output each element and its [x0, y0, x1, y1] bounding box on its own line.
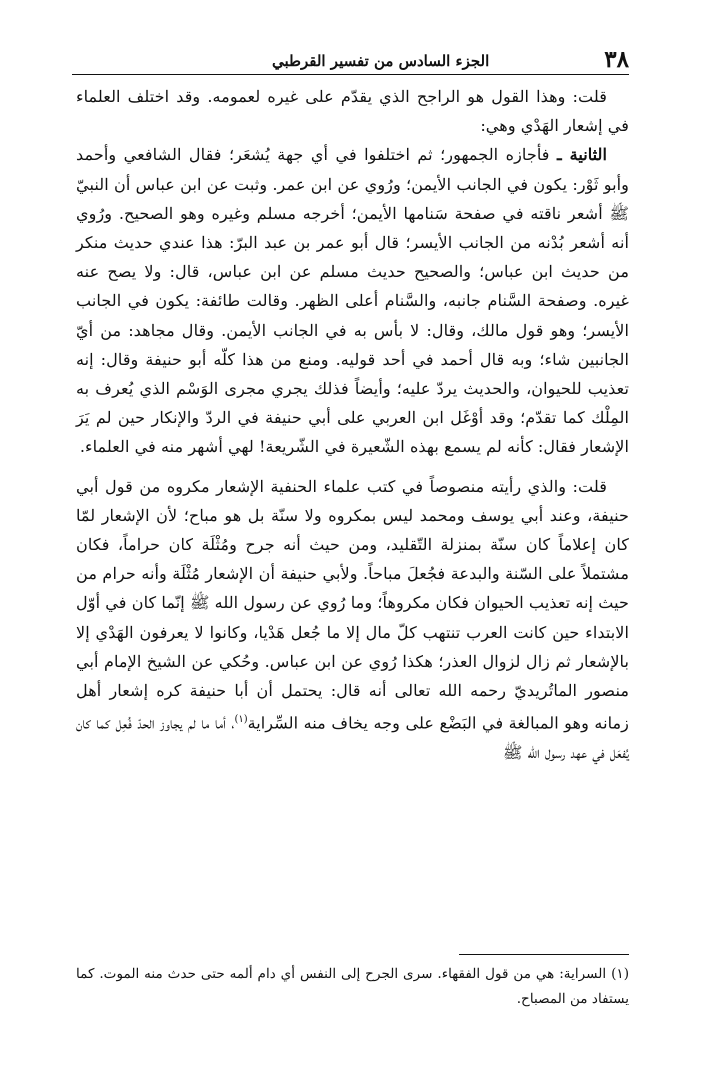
footnote: (١) السراية: هي من قول الفقهاء. سرى الجرح إلى النفس أي دام ألمه حتى حدث منه الموت. كما يستفاد من المصباح.: [76, 966, 629, 1007]
paragraph-2-text: فأجازه الجمهور؛ ثم اختلفوا في أي جهة يُشعَر؛ فقال الشافعي وأحمد وأبو ثَوْر: يكون في الجانب الأيمن؛ ورُوي عن ابن عمر. وثبت عن ابن عباس أن النبيّ ﷺ أشعر ناقته في صفحة سَنامها الأيمن؛ أخرجه مسلم وغيره وهو الصحيح. ورُوي أنه أشعر بُدْنه من الجانب الأيسر؛ قال أبو عمر بن عبد البرّ: هذا عندي حديث منكر من حديث ابن عباس؛ والصحيح حديث مسلم عن ابن عباس، قال: ولا يصح عنه غيره. وصفحة السَّنام جانبه، والسَّنام أعلى الظهر. وقالت طائفة: يكون في الجانب الأيسر؛ وهو قول مالك، وقال: لا بأس به في الجانب الأيمن. وقال مجاهد: من أيّ الجانبين شاء؛ وبه قال أحمد في أحد قوليه. ومنع من هذا كلّه أبو حنيفة وقال: إنه تعذيب للحيوان، والحديث يردّ عليه؛ وأيضاً فذلك يجري مجرى الوَسْم الذي يُعرف به المِلْك كما تقدّم؛ وقد أوْغَل ابن العربي على أبي حنيفة في الردّ والإنكار حين لم يَرَ الإشعار فقال: كأنه لم يسمع بهذه الشّعيرة في الشّريعة! لهي أشهر منه في العلماء.: [76, 145, 629, 457]
section-heading: الثانية ـ: [556, 145, 607, 165]
footnote-divider: [459, 954, 629, 955]
paragraph-3-text-a: قلت: والذي رأيته منصوصاً في كتب علماء الحنفية الإشعار مكروه من قول أبي حنيفة، وعند أبي يوسف ومحمد ليس بمكروه ولا سنّة بل هو مباح؛ لأن الإشعار لمّا كان إعلاماً كان سنّة بمنزلة التّقليد، ومن حيث أنه جرح ومُثْلَة كان حراماً، فكان مشتملاً على السّنة والبدعة فجُعلَ مباحاً. ولأبي حنيفة أن الإشعار مُثْلَة وأنه حرام من حيث إنه تعذيب الحيوان فكان مكروهاً؛ وما رُوي عن رسول الله ﷺ إنّما كان في أوّل الابتداء حين كانت العرب تنتهب كلّ مال إلا ما جُعل هَدْيا، وكانوا لا يعرفون الهَدْي إلا بالإشعار ثم زال لزوال العذر؛ هكذا رُوي عن ابن عباس. وحُكي عن الشيخ الإمام أبي منصور الماتُريديّ رحمه الله تعالى أنه قال: يحتمل أن أبا حنيفة كره إشعار أهل زمانه وهو المبالغة في البَضْع على وجه يخاف منه السِّراية: [76, 476, 630, 733]
page-number: ٣٨: [604, 46, 629, 73]
page-header: [72, 44, 629, 75]
main-text: [76, 82, 629, 767]
paragraph-3-text-b: ، أما ما لم يجاوز الحدّ فُعِل كما كان يُفعَل في عهد رسول الله ﷺ: [76, 713, 629, 762]
paragraph-2: [76, 140, 629, 461]
footnote-reference: (١): [234, 714, 248, 726]
paragraph-1: قلت: وهذا القول هو الراجح الذي يقدّم على غيره لعمومه. وقد اختلف العلماء في إشعار الهَدْي وهي:: [76, 87, 629, 136]
running-title: الجزء السادس من تفسير القرطبي: [272, 52, 490, 70]
paragraph-3: [76, 472, 629, 767]
